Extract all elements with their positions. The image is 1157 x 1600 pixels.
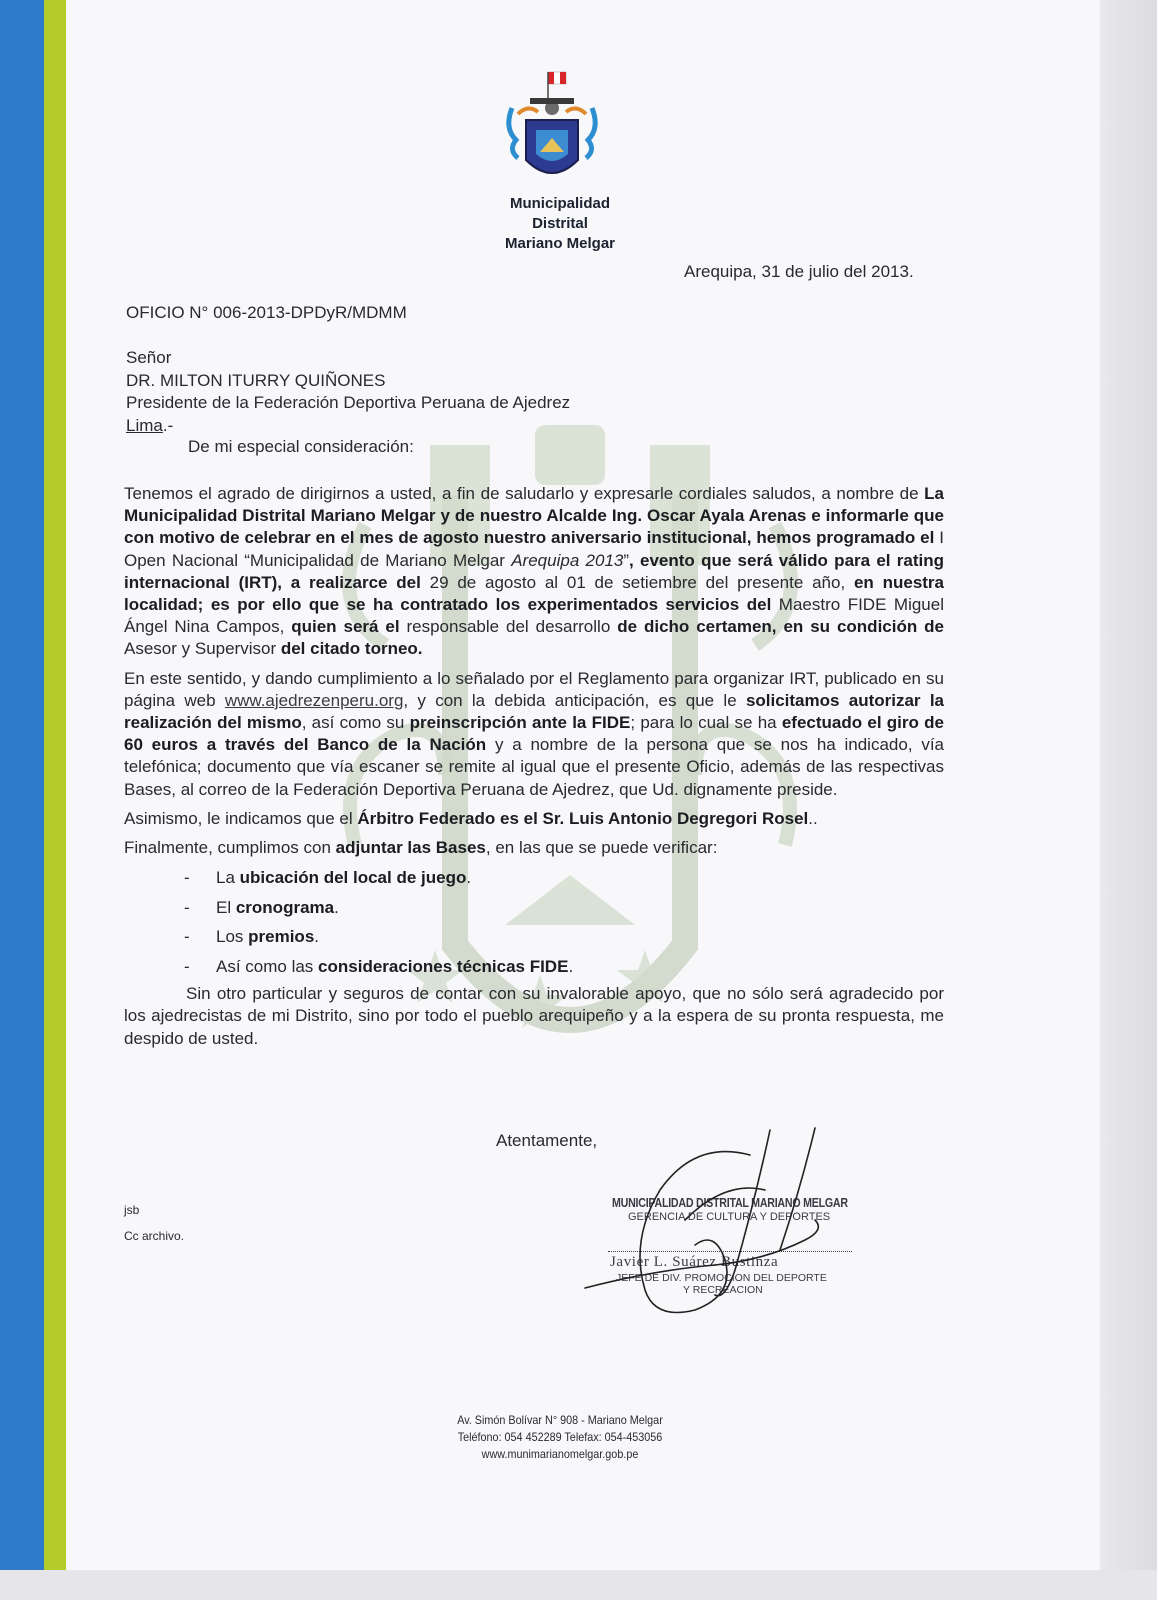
org-line-1: Municipalidad (509, 195, 610, 212)
p1-bold-b: La Municipalidad Distrital Mariano Melgar y de nuestro Alcalde Ing. Oscar Ayala Arenas e informarle que con motivo de celebrar en el mes de agosto nuestro aniversario institucional, hemos programado el (124, 484, 944, 548)
recipient-city-suffix: .- (162, 415, 174, 435)
p2-bold-g: efectuado el giro de 60 euros a través del Banco de la Nación (124, 713, 944, 755)
closing: Atentamente, (496, 1131, 598, 1150)
initials-block (124, 1197, 184, 1249)
p3-text-c: .. (808, 808, 818, 828)
recipient-block (126, 347, 570, 437)
list-item-pre: La (216, 868, 240, 888)
p1-bold-f: , evento que será válido para el rating internacional (IRT), a realizarce del (124, 550, 945, 592)
initials: jsb (124, 1203, 140, 1217)
p4-text-a: Finalmente, cumplimos con (124, 838, 336, 858)
recipient-title: Presidente de la Federación Deportiva Peruana de Ajedrez (126, 393, 571, 412)
p2-text-h: y a nombre de la persona que se nos ha indicado, vía telefónica; documento que vía escaner se remite al igual que el presente Oficio, además de las respectivas Bases, al correo de la Federación Deportiva Peruana de Ajedrez, que Ud. dignamente preside. (124, 735, 945, 799)
handwritten-signature-icon (575, 1120, 865, 1320)
letter-date: Arequipa, 31 de julio del 2013. (684, 262, 914, 281)
p2-text-f: ; para lo cual se ha (630, 713, 782, 733)
list-item-pre: El (216, 897, 236, 917)
stamp-line-2: GERENCIA DE CULTURA Y DEPORTES (628, 1211, 831, 1223)
attachments-list (124, 863, 944, 981)
p1-text-m: Asesor y Supervisor (124, 639, 281, 659)
reference-number: OFICIO N° 006-2013-DPDyR/MDMM (126, 303, 407, 322)
p4-bold-b: adjuntar las Bases (335, 838, 486, 858)
p1-italic-d: Arequipa 2013 (511, 550, 624, 570)
list-item-post: . (314, 927, 320, 947)
cc-archive: Cc archivo. (124, 1229, 185, 1243)
footer-phones: Teléfono: 054 452289 Telefax: 054-453056 (457, 1430, 663, 1444)
website-link[interactable]: www.ajedrezenperu.org (224, 690, 404, 710)
list-dash: - (184, 868, 190, 888)
p2-text-a: En este sentido, y dando cumplimiento a lo señalado por el Reglamento para organizar IRT, publicado en su página web (124, 668, 944, 710)
salutation: Señor (126, 348, 172, 367)
list-item-post: . (568, 956, 574, 976)
letter-body (124, 483, 944, 1057)
p1-text-g: 29 de agosto al 01 de setiembre del presente año, (420, 572, 854, 592)
left-green-band (44, 0, 66, 1570)
p1-bold-l: de dicho certamen, en su condición de (617, 617, 944, 637)
list-item-bold: cronograma (235, 897, 335, 917)
p2-text-d: , así como su (301, 713, 410, 733)
list-item-post: . (466, 868, 472, 888)
stamp-line-1: MUNICIPALIDAD DISTRITAL MARIANO MELGAR (612, 1195, 848, 1210)
p4-text-c: , en las que se puede verificar: (485, 838, 718, 858)
list-item-pre: Los (216, 927, 249, 947)
list-item-bold: consideraciones técnicas FIDE (318, 956, 569, 976)
greeting: De mi especial consideración: (188, 437, 414, 456)
recipient-city: Lima (126, 415, 163, 435)
list-dash: - (184, 956, 190, 976)
scan-edge (1100, 0, 1157, 1600)
stamp-role-1: JEFE DE DIV. PROMOCION DEL DEPORTE (616, 1272, 827, 1284)
paragraph-5: Sin otro particular y seguros de contar con su invalorable apoyo, que no sólo será agradecido por los ajedrecistas de mi Distrito, sino por todo el pueblo arequipeño y a la espera de su pronta respuesta, me despido de usted. (124, 984, 944, 1048)
p3-bold-b: Árbitro Federado es el Sr. Luis Antonio Degregori Rosel (357, 808, 809, 828)
paragraph-1 (124, 483, 944, 661)
footer (380, 1412, 740, 1463)
p2-text-b: , y con la debida anticipación, es que le (403, 690, 746, 710)
org-line-2: Distrital (532, 215, 588, 232)
scan-bottom-edge (0, 1570, 1157, 1600)
paragraph-2 (124, 668, 944, 801)
list-dash: - (184, 897, 190, 917)
recipient-name: DR. MILTON ITURRY QUIÑONES (126, 370, 386, 390)
list-dash: - (184, 927, 190, 947)
p1-text-a: Tenemos el agrado de dirigirnos a usted, a fin de saludarlo y expresarle cordiales saludos, a nombre de (124, 484, 925, 503)
list-item (124, 952, 944, 982)
p1-text-c: I Open Nacional “Municipalidad de Mariano Melgar (124, 528, 944, 570)
left-blue-band (0, 0, 44, 1570)
list-item-post: . (334, 897, 339, 917)
p1-bold-j: quien será el (291, 617, 400, 637)
recipient-city-line (126, 415, 570, 438)
stamp-name: Javier L. Suárez Bustinza (610, 1254, 779, 1270)
p1-text-e: ” (623, 550, 630, 570)
paragraph-4 (124, 837, 944, 859)
p1-bold-h: en nuestra localidad; es por ello que se ha contratado los experimentados servicios del (124, 572, 945, 615)
p3-text-a: Asimismo, le indicamos que el (124, 808, 358, 828)
org-line-3: Mariano Melgar (504, 235, 616, 252)
list-item (124, 863, 944, 893)
list-item (124, 893, 944, 923)
list-item (124, 922, 944, 952)
stamp-role-2: Y RECREACION (683, 1284, 763, 1296)
organization-name (450, 194, 670, 254)
municipality-crest-logo (502, 68, 602, 192)
list-item-pre: Así como las (216, 956, 319, 976)
footer-address: Av. Simón Bolívar N° 908 - Mariano Melgar (457, 1413, 663, 1427)
p1-text-k: responsable del desarrollo (399, 617, 618, 637)
paragraph-3 (124, 808, 944, 830)
list-item-bold: ubicación del local de juego (239, 868, 467, 888)
p2-bold-e: preinscripción ante la FIDE (409, 713, 631, 733)
p2-bold-c: solicitamos autorizar la realización del mismo (124, 690, 945, 733)
p1-text-i: Maestro FIDE Miguel Ángel Nina Campos, (124, 595, 944, 637)
list-item-bold: premios (248, 927, 315, 947)
footer-web: www.munimarianomelgar.gob.pe (481, 1447, 639, 1461)
p1-bold-n: del citado torneo. (280, 639, 423, 659)
